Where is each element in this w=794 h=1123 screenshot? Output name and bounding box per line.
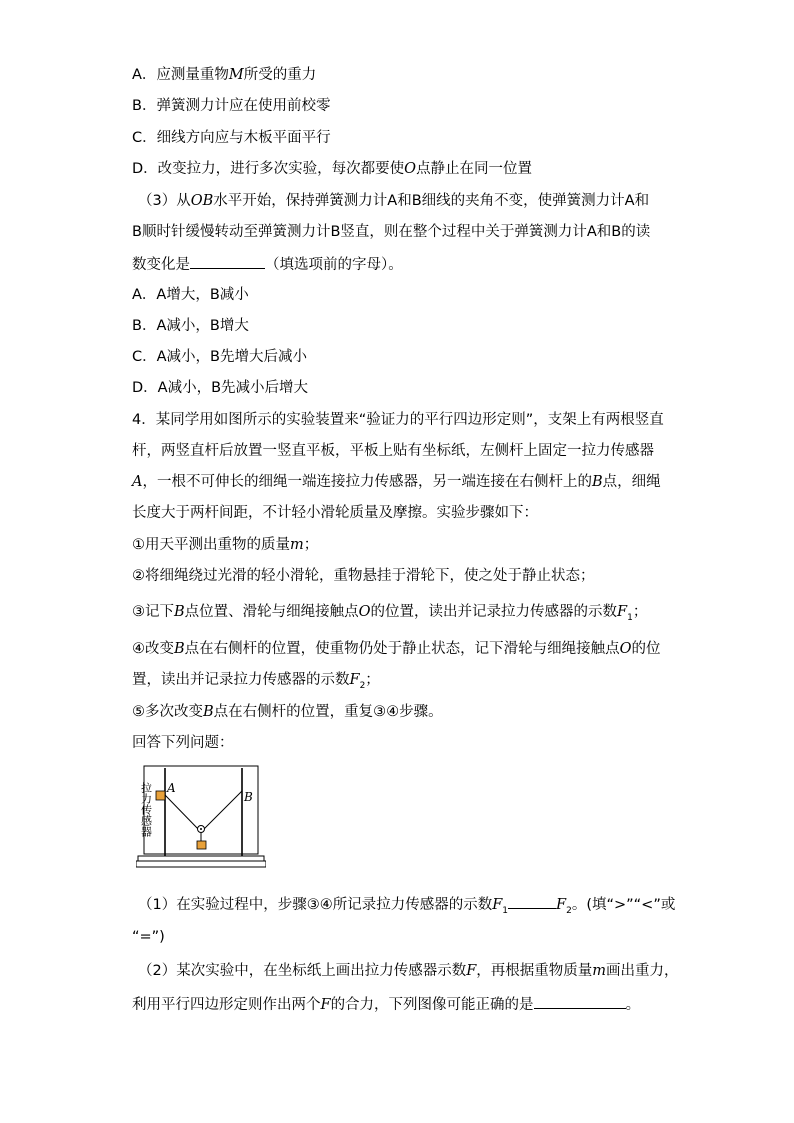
label-b: B — [244, 790, 253, 804]
base-bottom — [136, 861, 266, 867]
question-4-line-2: 杆，两竖直杆后放置一竖直平板，平板上贴有坐标纸，左侧杆上固定一拉力传感器 — [132, 443, 654, 459]
question-3-3-line-2: B顺时针缓慢转动至弹簧测力计B竖直，则在整个过程中关于弹簧测力计A和B的读 — [132, 224, 651, 240]
answer-prompt: 回答下列问题： — [132, 735, 234, 751]
question-4-line-3: A，一根不可伸长的细绳一端连接拉力传感器，另一端连接在右侧杆上的B点，细绳 — [132, 474, 661, 490]
base-top — [138, 856, 264, 861]
question-3-3-line-3: 数变化是 （填选项前的字母）。 — [132, 254, 672, 275]
weight — [197, 841, 206, 849]
rope-left — [165, 795, 201, 832]
step-4-line-1: ④改变B点在右侧杆的位置，使重物仍处于静止状态，记下滑轮与细绳接触点O的位 — [132, 641, 661, 657]
option-3d: D．改变拉力，进行多次实验，每次都要使O点静止在同一位置 — [132, 161, 533, 177]
option-3a: A．应测量重物M所受的重力 — [132, 67, 317, 83]
step-3: ③记下B点位置、滑轮与细绳接触点O的位置，读出并记录拉力传感器的示数$F_1$； — [132, 604, 648, 623]
option-3c: C．细线方向应与木板平面平行 — [132, 130, 331, 146]
step-2: ②将细绳绕过光滑的轻小滑轮，重物悬挂于滑轮下，使之处于静止状态； — [132, 568, 595, 584]
option-c: C．A减小，B先增大后减小 — [132, 349, 307, 365]
force-sensor — [156, 791, 165, 800]
question-3-3-line-1: （3）从OB水平开始，保持弹簧测力计A和B细线的夹角不变，使弹簧测力计A和 — [138, 193, 650, 209]
answer-blank — [534, 994, 626, 1009]
question-4-line-1: 4．某同学用如图所示的实验装置来“验证力的平行四边形定则”，支架上有两根竖直 — [132, 412, 664, 428]
question-4-2-line-2: 利用平行四边形定则作出两个F的合力，下列图像可能正确的是 。 — [132, 994, 672, 1015]
pulley-axle — [200, 828, 202, 830]
option-a: A．A增大，B减小 — [132, 287, 249, 303]
step-1: ①用天平测出重物的质量m； — [132, 537, 319, 553]
sensor-label: 拉力传感器 — [139, 782, 153, 837]
step-4-line-2: 置，读出并记录拉力传感器的示数$F_2$； — [132, 672, 380, 691]
option-d: D．A减小，B先减小后增大 — [132, 380, 309, 396]
rope-right — [201, 791, 242, 832]
question-4-2-line-1: （2）某次实验中，在坐标纸上画出拉力传感器示数F，再根据重物质量m画出重力， — [138, 963, 679, 979]
option-3b: B．弹簧测力计应在使用前校零 — [132, 98, 331, 114]
answer-blank — [190, 254, 265, 269]
answer-blank — [508, 894, 556, 909]
step-5: ⑤多次改变B点在右侧杆的位置，重复③④步骤。 — [132, 704, 443, 720]
question-4-1-line-2: “=”) — [132, 929, 165, 945]
question-4-line-4: 长度大于两杆间距，不计轻小滑轮质量及摩擦。实验步骤如下： — [132, 505, 538, 521]
experiment-apparatus-figure — [136, 764, 266, 872]
option-b: B．A减小，B增大 — [132, 318, 249, 334]
question-4-1-line-1: （1）在实验过程中，步骤③④所记录拉力传感器的示数$F_1$ $F_2$。(填“>”“<”或 — [138, 894, 678, 921]
label-a: A — [167, 781, 176, 795]
